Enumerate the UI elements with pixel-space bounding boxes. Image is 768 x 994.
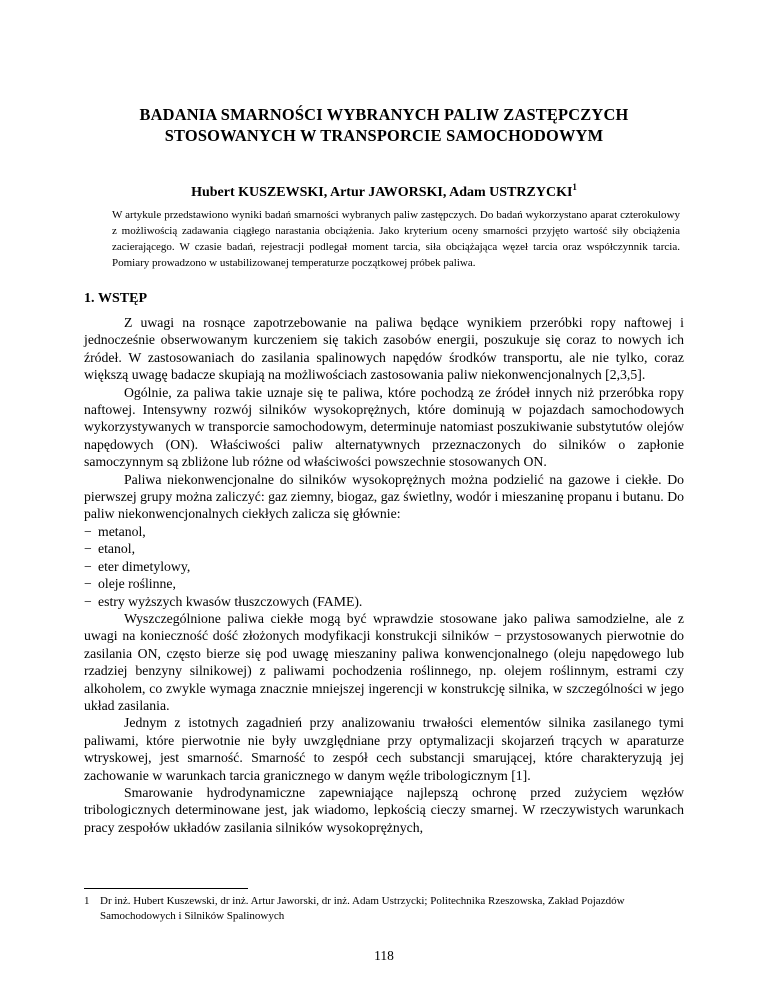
- list-item-text: etanol,: [98, 541, 136, 557]
- list-item: [84, 593, 684, 610]
- page-number: 118: [374, 948, 394, 963]
- list-item: [84, 523, 684, 540]
- author-list: [60, 178, 708, 202]
- list-dash: −: [84, 523, 92, 539]
- footnote: [84, 894, 684, 924]
- list-item-text: metanol,: [98, 523, 146, 539]
- section-number: 1.: [84, 291, 95, 306]
- list-dash: −: [84, 593, 92, 609]
- paragraph-3: Paliwa niekonwencjonalne do silników wysokoprężnych można podzielić na gazowe i ciekłe. Do pierwszej grupy można zaliczyć: gaz ziemny, biogaz, gaz świetlny, wodór i mieszaninę propanu i butanu. Do paliw niekonwencjonalnych ciekłych zalicza się głównie:: [84, 471, 684, 522]
- list-dash: −: [84, 558, 92, 574]
- list-item: [84, 575, 684, 592]
- paragraph-2: Ogólnie, za paliwa takie uznaje się te paliwa, które pochodzą ze źródeł innych niż przeróbka ropy naftowej. Intensywny rozwój silników wysokoprężnych, które dominują w pojazdach samochodowych wykorzystywanych w transporcie samochodowym, determinuje natomiast poszukiwanie substytutów olejów napędowych (ON). Właściwości paliw alternatywnych przeznaczonych do silników o zapłonie samoczynnym są zbliżone lub różne od właściwości powszechnie stosowanych ON.: [84, 384, 684, 470]
- section-title: WSTĘP: [98, 291, 148, 306]
- abstract: W artykule przedstawiono wyniki badań smarności wybranych paliw zastępczych. Do badań wykorzystano aparat czterokulowy z możliwością zadawania ciągłego narastania obciążenia. Jako kryterium oceny smarności przyjęto wartość siły obciążenia zacierającego. W czasie badań, rejestracji podlegał moment tarcia, siła obciążająca węzeł tarcia oraz współczynnik tarcia. Pomiary prowadzono w ustabilizowanej temperaturze początkowej próbek paliwa.: [112, 209, 680, 269]
- footnote-divider: [84, 888, 248, 889]
- list-dash: −: [84, 576, 92, 592]
- title-line-1: BADANIA SMARNOŚCI WYBRANYCH PALIW ZASTĘPCZYCH: [139, 105, 629, 124]
- author-footnote-mark: 1: [572, 182, 577, 192]
- paper-title: [60, 104, 708, 146]
- list-dash: −: [84, 541, 92, 557]
- list-item: [84, 540, 684, 557]
- paragraph-6: Smarowanie hydrodynamiczne zapewniające najlepszą ochronę przed zużyciem węzłów tribologicznych determinowane jest, jak wiadomo, lepkością cieczy smarnej. W rzeczywistych warunkach pracy zespołów układów zasilania silników wysokoprężnych,: [84, 784, 684, 835]
- paragraph-5: Jednym z istotnych zagadnień przy analizowaniu trwałości elementów silnika zasilanego tymi paliwami, które pierwotnie nie były uwzględniane przy optymalizacji skojarzeń trących w aparaturze wtryskowej, jest smarność. Smarność to zespół cech substancji smarującej, które charakteryzują jej zachowanie w warunkach tarcia granicznego w danym węźle tribologicznym [1].: [84, 715, 684, 783]
- paragraph-4: Wyszczególnione paliwa ciekłe mogą być wprawdzie stosowane jako paliwa samodzielne, ale z uwagi na konieczność dość złożonych modyfikacji konstrukcji silników − przystosowanych pierwotnie do zasilania ON, często bierze się pod uwagę mieszaniny paliwa konwencjonalnego (oleju napędowego lub rzadziej benzyny silnikowej) z paliwami pochodzenia roślinnego, np. olejem roślinnym, estrami czy alkoholem, co zwykle wymaga znacznie mniejszej ingerencji w konstrukcję silnika, w szczególności w jego układ zasilania.: [84, 610, 684, 713]
- list-item-text: eter dimetylowy,: [98, 558, 191, 574]
- footnote-number: 1: [84, 895, 90, 907]
- fuel-list: [84, 523, 684, 610]
- footnote-text: Dr inż. Hubert Kuszewski, dr inż. Artur Jaworski, dr inż. Adam Ustrzycki; Politechnika Rzeszowska, Zakład Pojazdów Samochodowych i Silników Spalinowych: [100, 895, 625, 922]
- body-text: [84, 314, 684, 836]
- section-heading: [84, 290, 147, 308]
- title-line-2: STOSOWANYCH W TRANSPORCIE SAMOCHODOWYM: [164, 126, 604, 145]
- list-item-text: oleje roślinne,: [98, 576, 176, 592]
- author-names: Hubert KUSZEWSKI, Artur JAWORSKI, Adam USTRZYCKI: [191, 185, 573, 200]
- paragraph-1: Z uwagi na rosnące zapotrzebowanie na paliwa będące wynikiem przeróbki ropy naftowej i jednocześnie obserwowanym kurczeniem się takich zasobów energii, poszukuje się coraz to nowych ich źródeł. W zastosowaniach do zasilania spalinowych napędów środków transportu, ale nie tylko, coraz większą uwagę badacze skupiają na możliwościach zastosowania paliw niekonwencjonalnych [2,3,5].: [84, 315, 684, 383]
- list-item: [84, 558, 684, 575]
- list-item-text: estry wyższych kwasów tłuszczowych (FAME).: [98, 593, 363, 609]
